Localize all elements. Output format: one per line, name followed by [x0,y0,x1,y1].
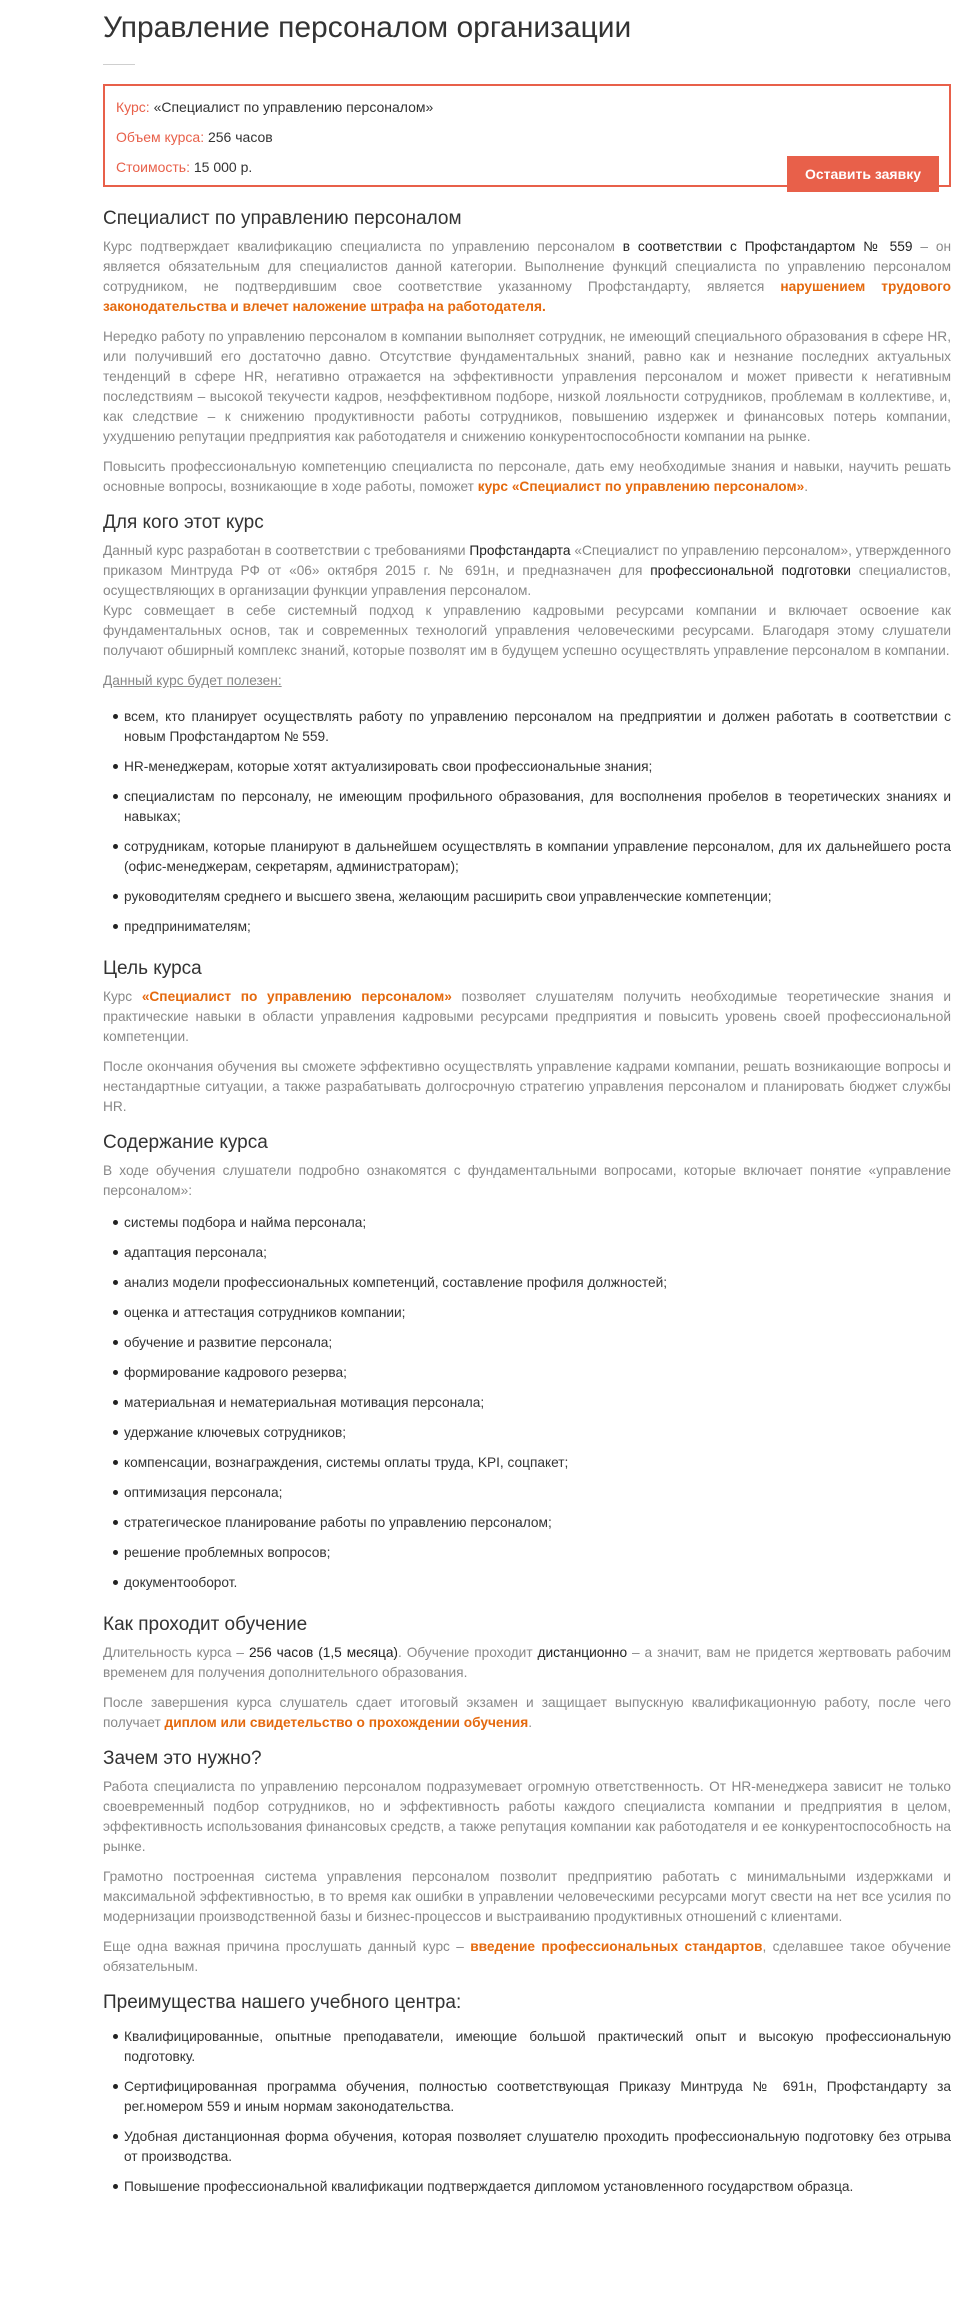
page [103,0,951,2197]
list-item: оценка и аттестация сотрудников компании; [113,1303,951,1323]
list-item: формирование кадрового резерва; [113,1363,951,1383]
list-item: руководителям среднего и высшего звена, желающим расширить свои управленческие компетенции; [113,887,951,907]
list-item: Сертифицированная программа обучения, полностью соответствующая Приказу Минтруда № 691н, Профстандарту за рег.номером 559 и иным нормам законодательства. [113,2077,951,2117]
list-item: анализ модели профессиональных компетенций, составление профиля должностей; [113,1273,951,1293]
course-hours-label: Объем курса: [116,129,205,145]
list-item: Повышение профессиональной квалификации подтверждается дипломом установленного государством образца. [113,2177,951,2197]
list-item: HR-менеджерам, которые хотят актуализировать свои профессиональные знания; [113,757,951,777]
course-name-value: «Специалист по управлению персоналом» [153,99,434,115]
list-item: Удобная дистанционная форма обучения, которая позволяет слушателю проходить профессиональную подготовку без отрыва от производства. [113,2127,951,2167]
list-item: предпринимателям; [113,917,951,937]
list-item: специалистам по персоналу, не имеющим профильного образования, для восполнения пробелов в теоретических знаниях и навыках; [113,787,951,827]
list-item: сотрудникам, которые планируют в дальнейшем осуществлять в компании управление персоналом, для их дальнейшего роста (офис-менеджерам, секретарям, администраторам); [113,837,951,877]
course-name-row [116,98,949,116]
process-paragraph-1: Длительность курса – 256 часов (1,5 месяца). Обучение проходит дистанционно – а значит, вам не придется жертвовать рабочим временем для получения дополнительного образования. [103,1645,951,1680]
section-heading-specialist: Специалист по управлению персоналом [103,208,462,229]
section-heading-content: Содержание курса [103,1132,268,1153]
section-heading-goal: Цель курса [103,958,202,979]
apply-button[interactable]: Оставить заявку [787,156,939,192]
section-heading-advantages: Преимущества нашего учебного центра: [103,1992,462,2013]
specialist-paragraph-3: Повысить профессиональную компетенцию специалиста по персонале, дать ему необходимые знания и навыки, научить решать основные вопросы, возникающие в ходе работы, поможет курс «Специалист по управлению персоналом». [103,459,951,494]
list-item: удержание ключевых сотрудников; [113,1423,951,1443]
list-item: системы подбора и найма персонала; [113,1213,951,1233]
why-paragraph-1: Работа специалиста по управлению персоналом подразумевает огромную ответственность. От HR-менеджера зависит не только своевременный подбор сотрудников, но и эффективность работы каждого специалиста компании и предприятия в целом, эффективность использования финансовых средств, а также репутация компании как работодателя и ее конкурентоспособность на рынке. [103,1779,951,1854]
list-item: решение проблемных вопросов; [113,1543,951,1563]
section-heading-why: Зачем это нужно? [103,1748,262,1769]
advantages-list [103,2027,951,2197]
list-item: материальная и нематериальная мотивация персонала; [113,1393,951,1413]
list-item: документооборот. [113,1573,951,1593]
audience-paragraph-1: Данный курс разработан в соответствии с требованиями Профстандарта «Специалист по управлению персоналом», утвержденного приказом Минтруда РФ от «06» октября 2015 г. № 691н, и предназначен для профессиональной подготовки специалистов, осуществляющих в организации функции управления персоналом. [103,543,951,598]
list-item: адаптация персонала; [113,1243,951,1263]
course-hours-value: 256 часов [207,129,273,145]
list-item: Квалифицированные, опытные преподаватели, имеющие большой практический опыт и высокую профессиональную подготовку. [113,2027,951,2067]
list-item: всем, кто планирует осуществлять работу по управлению персоналом на предприятии и должен работать в соответствии с новым Профстандартом № 559. [113,707,951,747]
course-price-label: Стоимость: [116,159,190,175]
specialist-paragraph-2: Нередко работу по управлению персоналом в компании выполняет сотрудник, не имеющий специального образования в сфере HR, или получивший его достаточно давно. Отсутствие фундаментальных знаний, равно как и незнание последних актуальных тенденций в сфере HR, негативно отражается на эффективности управления персоналом и может привести к негативным последствиям – высокой текучести кадров, неэффективном подборе, низкой лояльности сотрудников, проблемам в коллективе, и, как следствие – к снижению продуктивности работы сотрудников, повышению издержек и финансовых потерь компании, ухудшению репутации предприятия как работодателя и снижению конкурентоспособности компании на рынке. [103,329,951,444]
section-heading-audience: Для кого этот курс [103,512,264,533]
list-item: оптимизация персонала; [113,1483,951,1503]
title-divider [103,64,135,65]
why-paragraph-2: Грамотно построенная система управления персоналом позволит предприятию работать с минимальными издержками и максимальной эффективностью, в то время как ошибки в управлении человеческими ресурсами могут свести на нет все усилия по модернизации производственной базы и бизнес-процессов и выстраиванию продуктивных отношений с клиентами. [103,1869,951,1924]
course-price-value: 15 000 р. [193,159,253,175]
course-name-label: Курс: [116,99,150,115]
content-paragraph-1: В ходе обучения слушатели подробно ознакомятся с фундаментальными вопросами, которые включает понятие «управление персоналом»: [103,1163,951,1198]
content-list [103,1213,951,1593]
audience-paragraph-2: Курс совмещает в себе системный подход к управлению кадровыми ресурсами компании и включает освоение как фундаментальных основ, так и современных технологий управления человеческими ресурсами. Благодаря этому слушатели получают обширный комплекс знаний, которые позволят им в будущем успешно осуществлять управление персоналом в компании. [103,603,951,658]
course-info-box [103,84,951,187]
goal-paragraph-1: Курс «Специалист по управлению персоналом» позволяет слушателям получить необходимые теоретические знания и практические навыки в области управления кадровыми ресурсами предприятия и повысить уровень своей профессиональной компетенции. [103,989,952,1044]
why-paragraph-3: Еще одна важная причина прослушать данный курс – введение профессиональных стандартов, сделавшее такое обучение обязательным. [103,1939,951,1974]
useful-heading: Данный курс будет полезен: [103,673,282,688]
specialist-paragraph-1: Курс подтверждает квалификацию специалиста по управлению персоналом в соответствии с Профстандартом № 559 – он является обязательным для специалистов данной категории. Выполнение функций специалиста по управлению персоналом сотрудником, не подтвердившим свое соответствие указанному Профстандарту, является нарушением трудового законодательства и влечет наложение штрафа на работодателя. [103,239,952,314]
course-link[interactable]: курс «Специалист по управлению персоналом» [477,479,805,494]
course-hours-row [116,128,949,146]
list-item: стратегическое планирование работы по управлению персоналом; [113,1513,951,1533]
goal-paragraph-2: После окончания обучения вы сможете эффективно осуществлять управление кадрами компании, решать возникающие вопросы и нестандартные ситуации, а также разрабатывать долгосрочную стратегию управления персоналом и планировать бюджет службы HR. [103,1059,951,1114]
list-item: компенсации, вознаграждения, системы оплаты труда, KPI, соцпакет; [113,1453,951,1473]
section-heading-process: Как проходит обучение [103,1614,308,1635]
list-item: обучение и развитие персонала; [113,1333,951,1353]
page-title: Управление персоналом организации [103,11,632,44]
process-paragraph-2: После завершения курса слушатель сдает итоговый экзамен и защищает выпускную квалификационную работу, после чего получает диплом или свидетельство о прохождении обучения. [103,1695,951,1730]
audience-list [103,707,951,937]
